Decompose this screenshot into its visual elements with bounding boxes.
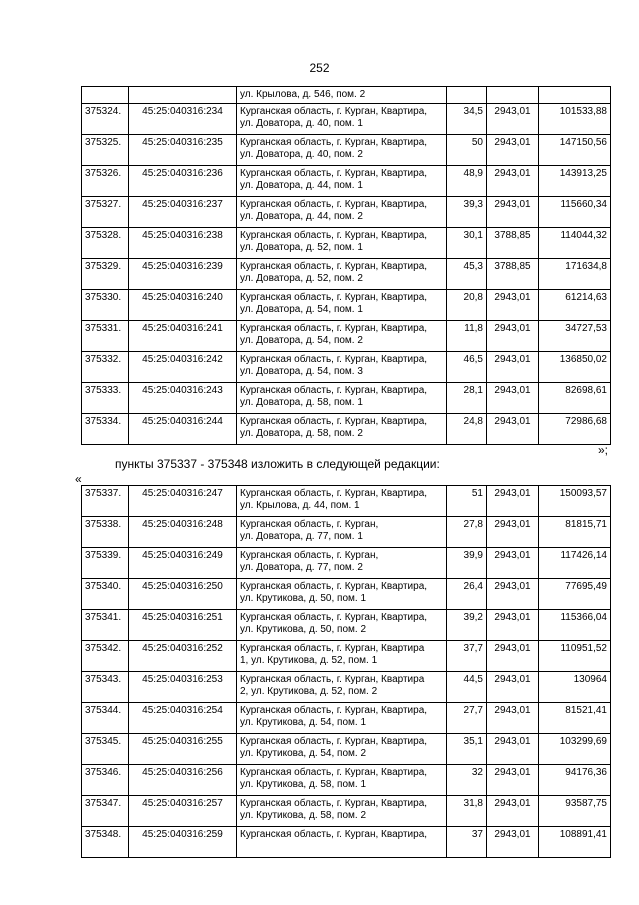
cadastral-number: 45:25:040316:249 [129,548,237,579]
address-line-2: ул. Крутикова, д. 50, пом. 1 [240,593,367,604]
cadastral-number: 45:25:040316:234 [129,104,237,135]
address-line-1: Курганская область, г. Курган, Квартира [240,674,425,685]
table-row [82,672,611,703]
row-number: 375342. [82,641,129,672]
address-line-1: Курганская область, г. Курган, Квартира, [240,230,428,241]
cadastral-number: 45:25:040316:242 [129,352,237,383]
address-line-2: ул. Доватора, д. 40, пом. 1 [240,118,363,129]
cadastral-number: 45:25:040316:236 [129,166,237,197]
row-number: 375334. [82,414,129,445]
area: 27,8 [447,517,487,548]
unit-price: 2943,01 [487,517,539,548]
table-row [82,703,611,734]
address-line-1: Курганская область, г. Курган, Квартира, [240,385,428,396]
table-row [82,197,611,228]
address [237,734,447,765]
address: ул. Крылова, д. 546, пом. 2 [237,87,447,104]
address [237,414,447,445]
closing-quote: »; [597,443,608,457]
table-row [82,517,611,548]
address-line-2: ул. Доватора, д. 52, пом. 2 [240,273,363,284]
address-line-1: Курганская область, г. Курган, [240,550,379,561]
address-line-2: ул. Доватора, д. 58, пом. 1 [240,397,363,408]
address-line-1: Курганская область, г. Курган, Квартира, [240,323,428,334]
table-row [82,352,611,383]
table-row [82,166,611,197]
address [237,166,447,197]
table-row [82,827,611,858]
total-value: 143913,25 [539,166,611,197]
address [237,827,447,858]
unit-price: 2943,01 [487,290,539,321]
address-line-1: Курганская область, г. Курган, [240,519,379,530]
property-table-amended [81,485,611,858]
address-line-2: ул. Доватора, д. 77, пом. 2 [240,562,363,573]
address-line-2: ул. Крутикова, д. 58, пом. 1 [240,779,367,790]
table-row [82,796,611,827]
total-value: 94176,36 [539,765,611,796]
area: 31,8 [447,796,487,827]
table-row [82,414,611,445]
row-number: 375326. [82,166,129,197]
table-row [82,228,611,259]
address-line-1: Курганская область, г. Курган, Квартира, [240,292,428,303]
area: 32 [447,765,487,796]
cadastral-number: 45:25:040316:259 [129,827,237,858]
area: 37,7 [447,641,487,672]
cadastral-number: 45:25:040316:251 [129,610,237,641]
address-line-1: Курганская область, г. Курган, Квартира, [240,416,428,427]
total-value: 117426,14 [539,548,611,579]
cadastral-number: 45:25:040316:239 [129,259,237,290]
area: 39,3 [447,197,487,228]
total-value: 115366,04 [539,610,611,641]
total-value: 81815,71 [539,517,611,548]
total-value: 93587,75 [539,796,611,827]
cadastral-number: 45:25:040316:256 [129,765,237,796]
address-line-1: Курганская область, г. Курган, Квартира, [240,581,428,592]
table-row [82,734,611,765]
cadastral-number: 45:25:040316:240 [129,290,237,321]
cadastral-number: 45:25:040316:257 [129,796,237,827]
table-row [82,383,611,414]
row-number: 375329. [82,259,129,290]
address-line-1: Курганская область, г. Курган, Квартира, [240,705,428,716]
row-number [82,87,129,104]
unit-price: 3788,85 [487,259,539,290]
area: 39,9 [447,548,487,579]
row-number: 375339. [82,548,129,579]
row-number: 375332. [82,352,129,383]
area: 34,5 [447,104,487,135]
unit-price: 2943,01 [487,548,539,579]
row-number: 375328. [82,228,129,259]
address-line-2: ул. Доватора, д. 54, пом. 2 [240,335,363,346]
area: 45,3 [447,259,487,290]
address-line-1: Курганская область, г. Курган, Квартира, [240,736,428,747]
address-line-2: 1, ул. Крутикова, д. 52, пом. 1 [240,655,378,666]
address-line-2: ул. Крутикова, д. 54, пом. 1 [240,717,367,728]
unit-price: 2943,01 [487,321,539,352]
cadastral-number: 45:25:040316:255 [129,734,237,765]
address [237,486,447,517]
table-row [82,321,611,352]
total-value: 108891,41 [539,827,611,858]
cadastral-number [129,87,237,104]
row-number: 375345. [82,734,129,765]
unit-price: 2943,01 [487,486,539,517]
total-value: 103299,69 [539,734,611,765]
address-line-1: Курганская область, г. Курган, Квартира, [240,829,428,840]
area: 51 [447,486,487,517]
page-number: 252 [309,61,330,75]
address-line-2: 2, ул. Крутикова, д. 52, пом. 2 [240,686,378,697]
address-line-2: ул. Доватора, д. 54, пом. 3 [240,366,363,377]
address-line-2: ул. Доватора, д. 44, пом. 2 [240,211,363,222]
area: 20,8 [447,290,487,321]
address [237,197,447,228]
unit-price: 2943,01 [487,414,539,445]
address-line-2: ул. Доватора, д. 58, пом. 2 [240,428,363,439]
table-row [82,765,611,796]
address-line-2: ул. Крутикова, д. 58, пом. 2 [240,810,367,821]
cadastral-number: 45:25:040316:250 [129,579,237,610]
total-value: 72986,68 [539,414,611,445]
address [237,290,447,321]
total-value: 171634,8 [539,259,611,290]
row-number: 375333. [82,383,129,414]
property-table-continued [81,86,611,445]
cadastral-number: 45:25:040316:241 [129,321,237,352]
table-row [82,135,611,166]
address-line-1: Курганская область, г. Курган, Квартира, [240,168,428,179]
address-line-2: ул. Крутикова, д. 50, пом. 2 [240,624,367,635]
cadastral-number: 45:25:040316:238 [129,228,237,259]
address-line-1: Курганская область, г. Курган, Квартира, [240,199,428,210]
address-line-2: ул. Доватора, д. 44, пом. 1 [240,180,363,191]
address-line-1: Курганская область, г. Курган, Квартира, [240,488,428,499]
table-row [82,641,611,672]
unit-price: 2943,01 [487,796,539,827]
address [237,321,447,352]
address-line-2: ул. Крутикова, д. 54, пом. 2 [240,748,367,759]
cadastral-number: 45:25:040316:247 [129,486,237,517]
cadastral-number: 45:25:040316:254 [129,703,237,734]
row-number: 375331. [82,321,129,352]
table-row [82,486,611,517]
table-row [82,259,611,290]
row-number: 375325. [82,135,129,166]
opening-quote: « [75,472,82,486]
area: 39,2 [447,610,487,641]
unit-price: 2943,01 [487,166,539,197]
unit-price: 2943,01 [487,352,539,383]
total-value: 115660,34 [539,197,611,228]
table-row [82,548,611,579]
area: 44,5 [447,672,487,703]
address [237,610,447,641]
table-row [82,290,611,321]
total-value: 61214,63 [539,290,611,321]
row-number: 375337. [82,486,129,517]
row-number: 375346. [82,765,129,796]
unit-price: 2943,01 [487,383,539,414]
address [237,383,447,414]
unit-price: 2943,01 [487,641,539,672]
row-number: 375338. [82,517,129,548]
cadastral-number: 45:25:040316:243 [129,383,237,414]
unit-price: 2943,01 [487,827,539,858]
row-number: 375330. [82,290,129,321]
address [237,517,447,548]
unit-price: 2943,01 [487,579,539,610]
table-row [82,610,611,641]
area: 46,5 [447,352,487,383]
total-value: 34727,53 [539,321,611,352]
row-number: 375344. [82,703,129,734]
address [237,259,447,290]
address-line-1: Курганская область, г. Курган, Квартира, [240,798,428,809]
address-line-1: Курганская область, г. Курган, Квартира, [240,354,428,365]
row-number: 375327. [82,197,129,228]
area [447,87,487,104]
area: 24,8 [447,414,487,445]
address [237,548,447,579]
area: 37 [447,827,487,858]
total-value: 147150,56 [539,135,611,166]
address [237,641,447,672]
unit-price: 2943,01 [487,610,539,641]
area: 50 [447,135,487,166]
total-value: 130964 [539,672,611,703]
address-line-1: Курганская область, г. Курган, Квартира [240,643,425,654]
unit-price: 2943,01 [487,765,539,796]
address [237,104,447,135]
address-line-2: ул. Крылова, д. 44, пом. 1 [240,500,360,511]
table-row [82,87,611,104]
total-value: 77695,49 [539,579,611,610]
area: 11,8 [447,321,487,352]
area: 30,1 [447,228,487,259]
row-number: 375343. [82,672,129,703]
unit-price: 3788,85 [487,228,539,259]
table-row [82,104,611,135]
cadastral-number: 45:25:040316:252 [129,641,237,672]
total-value: 101533,88 [539,104,611,135]
unit-price: 2943,01 [487,703,539,734]
total-value: 150093,57 [539,486,611,517]
address-line-1: Курганская область, г. Курган, Квартира, [240,612,428,623]
unit-price: 2943,01 [487,135,539,166]
total-value: 82698,61 [539,383,611,414]
unit-price: 2943,01 [487,734,539,765]
address-line-1: Курганская область, г. Курган, Квартира, [240,106,428,117]
area: 28,1 [447,383,487,414]
address [237,352,447,383]
row-number: 375324. [82,104,129,135]
area: 35,1 [447,734,487,765]
cadastral-number: 45:25:040316:244 [129,414,237,445]
table-row [82,579,611,610]
total-value: 110951,52 [539,641,611,672]
unit-price: 2943,01 [487,197,539,228]
row-number: 375347. [82,796,129,827]
address [237,672,447,703]
row-number: 375340. [82,579,129,610]
total-value: 114044,32 [539,228,611,259]
address-line-1: Курганская область, г. Курган, Квартира, [240,261,428,272]
address [237,135,447,166]
total-value: 136850,02 [539,352,611,383]
area: 48,9 [447,166,487,197]
address-line-2: ул. Доватора, д. 77, пом. 1 [240,531,363,542]
total-value [539,87,611,104]
cadastral-number: 45:25:040316:253 [129,672,237,703]
unit-price: 2943,01 [487,672,539,703]
address-line-1: Курганская область, г. Курган, Квартира, [240,767,428,778]
address-line-2: ул. Доватора, д. 52, пом. 1 [240,242,363,253]
address-line-1: Курганская область, г. Курган, Квартира, [240,137,428,148]
address-line-2: ул. Доватора, д. 40, пом. 2 [240,149,363,160]
row-number: 375348. [82,827,129,858]
address [237,228,447,259]
address [237,579,447,610]
row-number: 375341. [82,610,129,641]
cadastral-number: 45:25:040316:237 [129,197,237,228]
cadastral-number: 45:25:040316:248 [129,517,237,548]
area: 27,7 [447,703,487,734]
address [237,703,447,734]
unit-price: 2943,01 [487,104,539,135]
amendment-instruction: пункты 375337 - 375348 изложить в следующей редакции: [115,457,440,471]
address-line-2: ул. Доватора, д. 54, пом. 1 [240,304,363,315]
address [237,765,447,796]
unit-price [487,87,539,104]
total-value: 81521,41 [539,703,611,734]
cadastral-number: 45:25:040316:235 [129,135,237,166]
address [237,796,447,827]
area: 26,4 [447,579,487,610]
